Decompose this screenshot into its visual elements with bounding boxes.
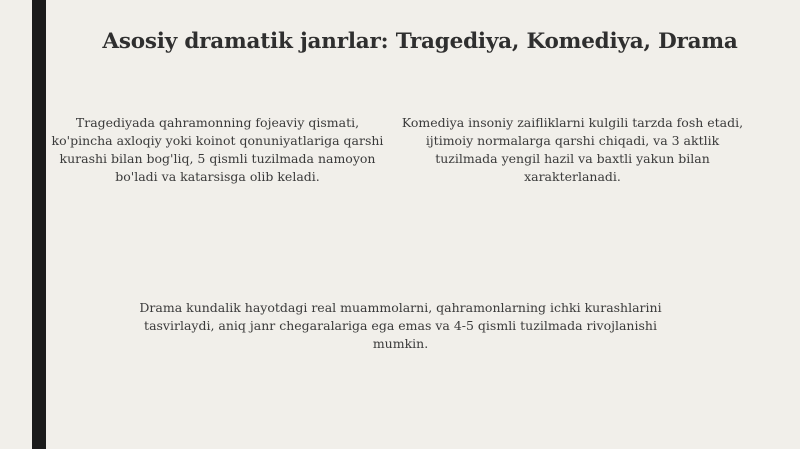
slide-title: Asosiy dramatik janrlar: Tragediya, Komediya, Drama (102, 29, 738, 54)
tragedy-paragraph: Tragediyada qahramonning fojeaviy qismati, ko'pincha axloqiy yoki koinot qonuniyatlariga qarshi kurashi bilan bog'liq, 5 qismli tuzilmada namoyon bo'ladi va katarsisga olib keladi. (51, 115, 384, 184)
comedy-paragraph: Komediya insoniy zaifliklarni kulgili tarzda fosh etadi, ijtimoiy normalarga qarshi chiqadi, va 3 aktlik tuzilmada yengil hazil va baxtli yakun bilan xarakterlanadi. (401, 115, 744, 184)
drama-paragraph: Drama kundalik hayotdagi real muammolarni, qahramonlarning ichki kurashlarini tasvirlaydi, aniq janr chegaralariga ega emas va 4-5 qismli tuzilmada rivojlanishi mumkin. (139, 300, 662, 351)
accent-bar (32, 0, 46, 449)
